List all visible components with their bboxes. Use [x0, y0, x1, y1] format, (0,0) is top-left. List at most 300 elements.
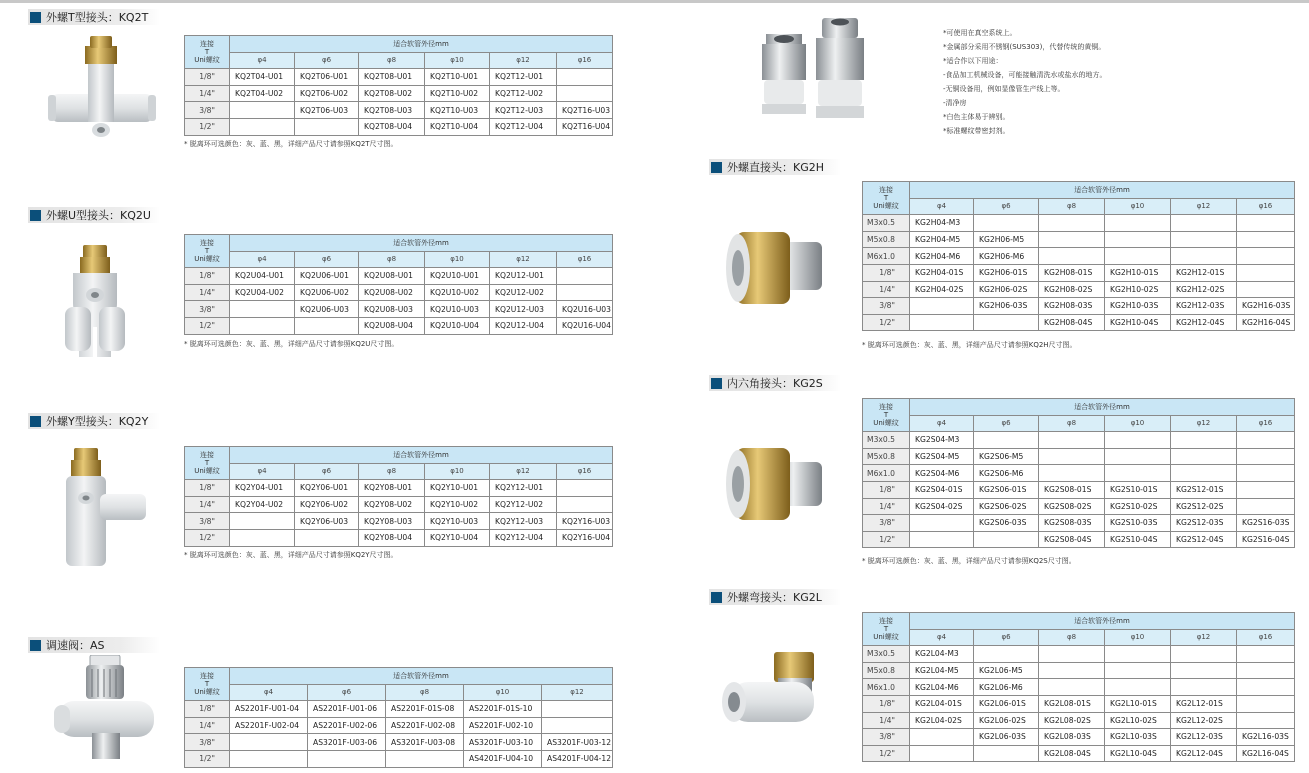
model-cell: KG2L08-02S [1039, 712, 1105, 729]
thread-size-cell: 1/8" [863, 481, 910, 498]
corner-header [863, 613, 910, 646]
table-as [184, 667, 613, 768]
thread-size-cell: M5x0.8 [863, 662, 910, 679]
model-cell [1039, 465, 1105, 482]
model-cell [1171, 465, 1237, 482]
model-cell: KG2S06-01S [974, 481, 1039, 498]
model-cell [1171, 215, 1237, 232]
as-product-image [52, 655, 164, 765]
model-cell [974, 314, 1039, 331]
table-row [863, 448, 1295, 465]
size-header: φ16 [1237, 198, 1295, 215]
size-header: φ10 [425, 251, 490, 268]
model-cell [1105, 679, 1171, 696]
thread-size-cell: 1/2" [185, 118, 230, 135]
model-cell: KQ2U10-U03 [425, 301, 490, 318]
size-header: φ12 [490, 251, 557, 268]
model-cell [1039, 448, 1105, 465]
section-title-kq2u [28, 207, 160, 223]
model-cell: KG2S10-01S [1105, 481, 1171, 498]
table-row [185, 701, 613, 718]
size-header: φ8 [359, 463, 425, 480]
model-cell [910, 314, 974, 331]
model-cell [1171, 248, 1237, 265]
model-cell: AS2201F-U02-08 [386, 717, 464, 734]
model-cell [1237, 248, 1295, 265]
feature-line: -食品加工机械设备，可能接触清洗水或盐水的地方。 [943, 71, 1107, 79]
model-cell: KQ2U08-U04 [359, 317, 425, 334]
table-row [185, 85, 613, 102]
model-cell: KG2H12-03S [1171, 298, 1237, 315]
model-cell: KQ2U06-U02 [295, 284, 359, 301]
model-cell: KG2L12-02S [1171, 712, 1237, 729]
model-cell [910, 729, 974, 746]
corner-label: 连接 [200, 239, 214, 248]
size-header: φ10 [425, 463, 490, 480]
model-cell: KG2H06-01S [974, 264, 1039, 281]
kq2u-product-image [55, 245, 135, 365]
model-cell [1171, 231, 1237, 248]
model-cell: KG2H12-01S [1171, 264, 1237, 281]
size-header: φ12 [1171, 198, 1237, 215]
model-cell [1039, 215, 1105, 232]
model-cell: AS3201F-U03-06 [308, 734, 386, 751]
column-group-header: 适合软管外径mm [230, 235, 613, 252]
table-row [863, 695, 1295, 712]
column-group-header: 适合软管外径mm [910, 613, 1295, 630]
model-cell: KG2S06-03S [974, 515, 1039, 532]
model-cell: KG2S10-04S [1105, 531, 1171, 548]
model-cell: KG2H10-01S [1105, 264, 1171, 281]
note-kg2s: * 脱离环可选颜色：灰、蓝、黑，详细产品尺寸请参照KQ2S尺寸图。 [862, 557, 1076, 565]
table-kg2h [862, 181, 1295, 331]
corner-label: T [883, 411, 889, 420]
table-row [185, 301, 613, 318]
corner-label: T [883, 194, 889, 203]
corner-label: T [204, 459, 210, 468]
model-cell: KG2L04-M6 [910, 679, 974, 696]
model-cell: KG2H04-02S [910, 281, 974, 298]
thread-size-cell: 1/4" [185, 284, 230, 301]
size-header: φ10 [1105, 198, 1171, 215]
column-group-header: 适合软管外径mm [910, 182, 1295, 199]
model-cell: KQ2U10-U01 [425, 268, 490, 285]
note-kq2u: * 脱离环可选颜色：灰、蓝、黑，详细产品尺寸请参照KQ2U尺寸图。 [184, 340, 399, 348]
size-header: φ6 [974, 415, 1039, 432]
model-cell [1171, 662, 1237, 679]
size-header: φ6 [974, 198, 1039, 215]
table-row [185, 118, 613, 135]
size-header: φ16 [1237, 415, 1295, 432]
feature-line: *标准螺纹带密封剂。 [943, 127, 1010, 135]
model-cell: KG2L06-M5 [974, 662, 1039, 679]
model-cell [1039, 662, 1105, 679]
model-cell: KG2S10-02S [1105, 498, 1171, 515]
model-cell [1237, 498, 1295, 515]
model-cell: KG2S10-03S [1105, 515, 1171, 532]
table-row [863, 314, 1295, 331]
model-cell: KG2H06-M6 [974, 248, 1039, 265]
table-kq2y [184, 446, 613, 547]
model-cell [1039, 248, 1105, 265]
note-kq2y: * 脱离环可选颜色：灰、蓝、黑，详细产品尺寸请参照KQ2Y尺寸图。 [184, 551, 398, 559]
table-row [863, 729, 1295, 746]
thread-size-cell: 3/8" [185, 301, 230, 318]
model-cell: KG2S04-01S [910, 481, 974, 498]
model-cell [974, 215, 1039, 232]
model-cell [974, 432, 1039, 449]
model-cell: KQ2T08-U04 [359, 118, 425, 135]
corner-label: 连接 [879, 403, 893, 412]
model-cell [1039, 679, 1105, 696]
table-row [863, 432, 1295, 449]
table-row [185, 317, 613, 334]
column-group-header: 适合软管外径mm [230, 36, 613, 53]
model-cell: KQ2Y12-U03 [490, 513, 557, 530]
model-cell: KG2L12-03S [1171, 729, 1237, 746]
thread-size-cell: 1/4" [185, 496, 230, 513]
corner-label: Uni螺纹 [194, 255, 220, 264]
model-cell [910, 531, 974, 548]
table-row [185, 69, 613, 86]
thread-size-cell: 1/2" [185, 750, 230, 767]
size-header: φ6 [295, 52, 359, 69]
thread-size-cell: M3x0.5 [863, 646, 910, 663]
stainless-fittings-image [752, 14, 872, 130]
model-cell [1171, 679, 1237, 696]
model-cell: KG2S08-03S [1039, 515, 1105, 532]
model-cell [557, 268, 613, 285]
corner-label: T [204, 247, 210, 256]
model-cell [1237, 215, 1295, 232]
section-title-kg2l [709, 589, 841, 605]
model-cell: KG2L10-03S [1105, 729, 1171, 746]
section-title-kq2y [28, 413, 160, 429]
model-cell: AS2201F-U01-06 [308, 701, 386, 718]
model-cell: KQ2U10-U04 [425, 317, 490, 334]
note-kq2t: * 脱离环可选颜色：灰、蓝、黑，详细产品尺寸请参照KQ2T尺寸图。 [184, 140, 398, 148]
thread-size-cell: 3/8" [863, 729, 910, 746]
thread-size-cell: 1/2" [185, 529, 230, 546]
note-kg2h: * 脱离环可选颜色：灰、蓝、黑，详细产品尺寸请参照KQ2H尺寸图。 [862, 341, 1077, 349]
size-header: φ8 [386, 684, 464, 701]
model-cell: KQ2T08-U02 [359, 85, 425, 102]
model-cell: KG2L04-01S [910, 695, 974, 712]
table-row [863, 281, 1295, 298]
model-cell: KQ2T16-U03 [557, 102, 613, 119]
model-cell [1237, 231, 1295, 248]
model-cell [230, 317, 295, 334]
model-cell [295, 529, 359, 546]
model-cell [1039, 231, 1105, 248]
corner-label: 连接 [879, 186, 893, 195]
table-row [863, 515, 1295, 532]
thread-size-cell: 3/8" [185, 102, 230, 119]
size-header: φ10 [425, 52, 490, 69]
model-cell: KG2S12-01S [1171, 481, 1237, 498]
size-header: φ4 [910, 629, 974, 646]
model-cell: KQ2U16-U04 [557, 317, 613, 334]
thread-size-cell: 1/4" [863, 498, 910, 515]
corner-header [185, 36, 230, 69]
section-title-kq2t [28, 9, 160, 25]
table-row [863, 264, 1295, 281]
table-kq2t [184, 35, 613, 136]
table-row [185, 750, 613, 767]
model-cell: KG2L08-03S [1039, 729, 1105, 746]
size-header: φ4 [230, 684, 308, 701]
model-cell: KG2H06-M5 [974, 231, 1039, 248]
model-cell: KQ2Y12-U04 [490, 529, 557, 546]
model-cell [974, 646, 1039, 663]
table-row [185, 496, 613, 513]
thread-size-cell: M3x0.5 [863, 432, 910, 449]
model-cell: AS2201F-U02-10 [464, 717, 542, 734]
model-cell: KG2H04-M3 [910, 215, 974, 232]
table-row [185, 529, 613, 546]
section-title-text: 外螺Y型接头：KQ2Y [46, 415, 149, 428]
table-row [863, 679, 1295, 696]
corner-label: Uni螺纹 [194, 56, 220, 65]
model-cell [230, 734, 308, 751]
model-cell [557, 480, 613, 497]
model-cell: KQ2U06-U03 [295, 301, 359, 318]
size-header: φ10 [1105, 629, 1171, 646]
model-cell: KQ2T06-U02 [295, 85, 359, 102]
model-cell [542, 717, 613, 734]
model-cell: KQ2T04-U02 [230, 85, 295, 102]
model-cell [910, 515, 974, 532]
table-kq2u [184, 234, 613, 335]
model-cell: KQ2Y16-U03 [557, 513, 613, 530]
model-cell: KQ2Y12-U02 [490, 496, 557, 513]
table-row [863, 465, 1295, 482]
model-cell: AS4201F-U04-10 [464, 750, 542, 767]
table-row [863, 498, 1295, 515]
feature-line: *金属部分采用不锈钢(SUS303)，代替传统的黄铜。 [943, 43, 1106, 51]
corner-header [185, 668, 230, 701]
size-header: φ16 [1237, 629, 1295, 646]
corner-label: T [204, 680, 210, 689]
model-cell: KG2S04-M3 [910, 432, 974, 449]
corner-header [863, 182, 910, 215]
model-cell: KQ2T16-U04 [557, 118, 613, 135]
model-cell: KQ2U04-U02 [230, 284, 295, 301]
thread-size-cell: 1/8" [185, 69, 230, 86]
model-cell [557, 85, 613, 102]
size-header: φ6 [295, 463, 359, 480]
size-header: φ12 [1171, 415, 1237, 432]
model-cell: KQ2Y04-U01 [230, 480, 295, 497]
feature-line: -清净房 [943, 99, 967, 107]
model-cell: KQ2U10-U02 [425, 284, 490, 301]
model-cell: KQ2Y16-U04 [557, 529, 613, 546]
model-cell: KQ2T12-U01 [490, 69, 557, 86]
model-cell: KG2S06-M5 [974, 448, 1039, 465]
thread-size-cell: M5x0.8 [863, 231, 910, 248]
model-cell: KQ2Y04-U02 [230, 496, 295, 513]
model-cell: KG2S16-04S [1237, 531, 1295, 548]
section-title-text: 外螺弯接头：KG2L [727, 591, 822, 604]
section-title-text: 内六角接头：KG2S [727, 377, 823, 390]
size-header: φ16 [557, 251, 613, 268]
model-cell [910, 745, 974, 762]
thread-size-cell: 1/2" [863, 745, 910, 762]
model-cell: KG2S04-02S [910, 498, 974, 515]
thread-size-cell: 3/8" [863, 515, 910, 532]
model-cell: KG2L10-01S [1105, 695, 1171, 712]
thread-size-cell: 1/2" [863, 531, 910, 548]
thread-size-cell: 1/2" [185, 317, 230, 334]
corner-header [863, 399, 910, 432]
model-cell: KG2S06-02S [974, 498, 1039, 515]
model-cell: KG2H04-M5 [910, 231, 974, 248]
model-cell [1105, 231, 1171, 248]
model-cell: KQ2Y08-U04 [359, 529, 425, 546]
size-header: φ10 [464, 684, 542, 701]
top-rule [0, 0, 1309, 3]
model-cell: KQ2Y10-U04 [425, 529, 490, 546]
size-header: φ12 [1171, 629, 1237, 646]
thread-size-cell: 3/8" [185, 734, 230, 751]
model-cell: KQ2U08-U03 [359, 301, 425, 318]
section-title-kg2s [709, 375, 841, 391]
thread-size-cell: M3x0.5 [863, 215, 910, 232]
thread-size-cell: 3/8" [185, 513, 230, 530]
model-cell [1105, 662, 1171, 679]
model-cell: KG2L10-04S [1105, 745, 1171, 762]
model-cell [230, 513, 295, 530]
thread-size-cell: 1/8" [185, 268, 230, 285]
size-header: φ8 [1039, 198, 1105, 215]
model-cell [1039, 646, 1105, 663]
column-group-header: 适合软管外径mm [910, 399, 1295, 416]
model-cell: KG2S08-04S [1039, 531, 1105, 548]
feature-line: *可使用在真空系统上。 [943, 29, 1017, 37]
model-cell [1237, 679, 1295, 696]
model-cell: KG2L04-M3 [910, 646, 974, 663]
model-cell [1105, 465, 1171, 482]
model-cell: KQ2T08-U01 [359, 69, 425, 86]
corner-label: Uni螺纹 [873, 419, 899, 428]
model-cell: KQ2T06-U01 [295, 69, 359, 86]
size-header: φ8 [1039, 629, 1105, 646]
thread-size-cell: 1/8" [185, 701, 230, 718]
model-cell: KQ2T06-U03 [295, 102, 359, 119]
table-row [863, 298, 1295, 315]
model-cell: KG2L08-04S [1039, 745, 1105, 762]
thread-size-cell: M5x0.8 [863, 448, 910, 465]
model-cell [295, 317, 359, 334]
table-kg2l [862, 612, 1295, 762]
model-cell [1237, 481, 1295, 498]
model-cell: KG2L06-02S [974, 712, 1039, 729]
model-cell: KQ2U04-U01 [230, 268, 295, 285]
thread-size-cell: 1/4" [185, 717, 230, 734]
model-cell: AS2201F-U02-04 [230, 717, 308, 734]
model-cell: KQ2Y10-U02 [425, 496, 490, 513]
model-cell: KG2S12-04S [1171, 531, 1237, 548]
model-cell [1039, 432, 1105, 449]
section-title-text: 调速阀：AS [46, 639, 105, 652]
model-cell: KQ2T10-U02 [425, 85, 490, 102]
model-cell: KQ2T10-U04 [425, 118, 490, 135]
model-cell: KQ2T10-U01 [425, 69, 490, 86]
size-header: φ10 [1105, 415, 1171, 432]
model-cell: KG2H10-03S [1105, 298, 1171, 315]
model-cell [557, 69, 613, 86]
thread-size-cell: M6x1.0 [863, 679, 910, 696]
corner-label: 连接 [879, 617, 893, 626]
corner-label: Uni螺纹 [873, 202, 899, 211]
corner-label: Uni螺纹 [194, 688, 220, 697]
model-cell: KQ2T04-U01 [230, 69, 295, 86]
size-header: φ8 [359, 251, 425, 268]
model-cell: KG2L16-04S [1237, 745, 1295, 762]
model-cell: KQ2Y06-U01 [295, 480, 359, 497]
corner-label: 连接 [200, 40, 214, 49]
model-cell [1237, 712, 1295, 729]
table-row [185, 734, 613, 751]
thread-size-cell: M6x1.0 [863, 465, 910, 482]
model-cell [230, 118, 295, 135]
size-header: φ4 [230, 463, 295, 480]
size-header: φ12 [490, 52, 557, 69]
model-cell: AS2201F-U01-04 [230, 701, 308, 718]
model-cell: KQ2U08-U02 [359, 284, 425, 301]
model-cell [386, 750, 464, 767]
model-cell: AS3201F-U03-12 [542, 734, 613, 751]
model-cell [557, 284, 613, 301]
model-cell: KG2L08-01S [1039, 695, 1105, 712]
corner-label: T [204, 48, 210, 57]
model-cell [1237, 465, 1295, 482]
model-cell: KG2H10-02S [1105, 281, 1171, 298]
model-cell: KG2H08-04S [1039, 314, 1105, 331]
corner-header [185, 447, 230, 480]
kg2s-product-image [722, 438, 830, 530]
model-cell: KG2S16-03S [1237, 515, 1295, 532]
model-cell: AS4201F-U04-12 [542, 750, 613, 767]
model-cell: KQ2T12-U03 [490, 102, 557, 119]
model-cell: KG2S12-02S [1171, 498, 1237, 515]
column-group-header: 适合软管外径mm [230, 668, 613, 685]
model-cell: KG2S04-M5 [910, 448, 974, 465]
model-cell: KG2H06-02S [974, 281, 1039, 298]
model-cell: KG2L04-02S [910, 712, 974, 729]
model-cell [1105, 432, 1171, 449]
column-group-header: 适合软管外径mm [230, 447, 613, 464]
model-cell: KG2L06-M6 [974, 679, 1039, 696]
model-cell: AS2201F-01S-08 [386, 701, 464, 718]
model-cell: KG2L12-04S [1171, 745, 1237, 762]
model-cell [1171, 432, 1237, 449]
table-row [185, 717, 613, 734]
model-cell: KG2L04-M5 [910, 662, 974, 679]
model-cell [557, 496, 613, 513]
model-cell: KQ2Y08-U02 [359, 496, 425, 513]
thread-size-cell: 1/4" [863, 712, 910, 729]
thread-size-cell: 1/4" [185, 85, 230, 102]
size-header: φ4 [910, 198, 974, 215]
section-title-as [28, 637, 160, 653]
table-row [863, 231, 1295, 248]
table-row [863, 662, 1295, 679]
kq2y-product-image [60, 448, 150, 570]
feature-line: -无铜设备用，例如显像管生产线上等。 [943, 85, 1065, 93]
section-title-kg2h [709, 159, 841, 175]
model-cell: KQ2Y10-U01 [425, 480, 490, 497]
